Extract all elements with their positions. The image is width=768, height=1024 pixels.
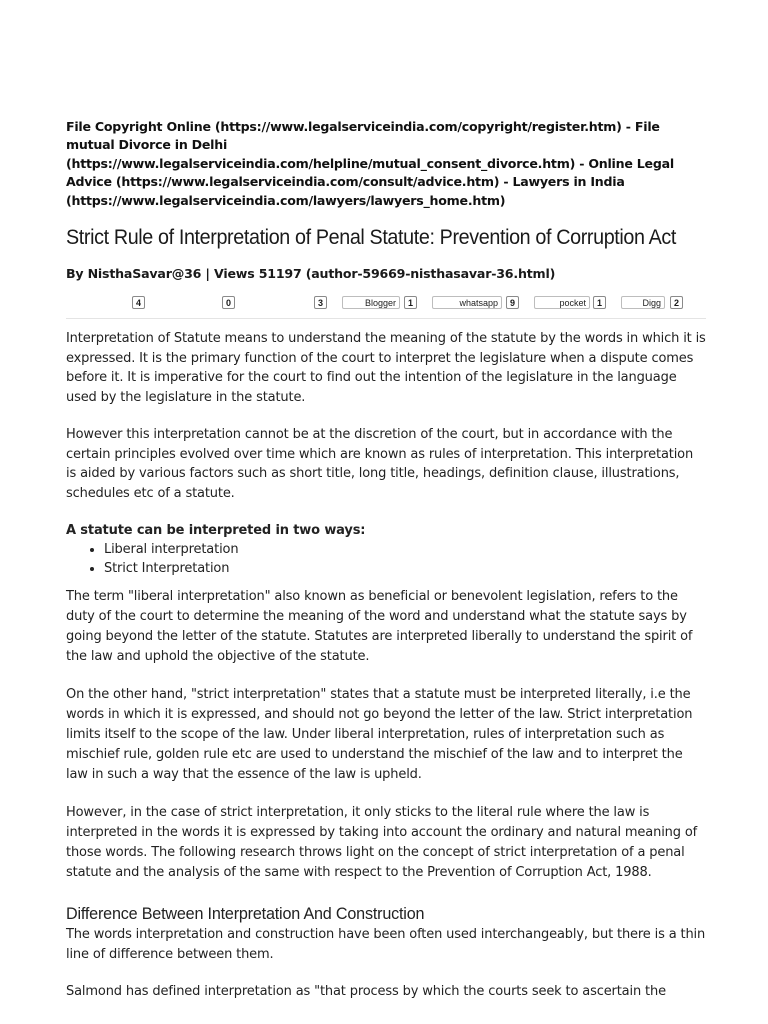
whatsapp-share-button[interactable]: whatsapp xyxy=(432,296,502,309)
share-count-1: 4 xyxy=(132,296,145,309)
list-item: • Strict Interpretation xyxy=(104,559,706,578)
paragraph-1: Interpretation of Statute means to understand the meaning of the statute by the words in which it is expressed. It is the primary function of the court to interpret the legislature when a dispute comes before it. It is imperative for the court to find out the intention of the legislature in the language used by the legislature in the statute. xyxy=(66,331,706,405)
article-body xyxy=(66,329,706,1002)
share-count-2: 0 xyxy=(222,296,235,309)
digg-count: 2 xyxy=(670,296,683,309)
paragraph-7: Salmond has defined interpretation as "that process by which the courts seek to ascertain the xyxy=(66,984,666,1000)
paragraph-4: On the other hand, "strict interpretation" states that a statute must be interpreted literally, i.e the words in which it is expressed, and should not go beyond the letter of the law. Strict interpretation limits itself to the scope of the law. Under liberal interpretation, rules of interpretation such as mischief rule, golden rule etc are used to understand the mischief of the law and to interpret the law in such a way that the essence of the law is upheld. xyxy=(66,687,693,783)
blogger-share-button[interactable]: Blogger xyxy=(342,296,400,309)
pocket-count: 1 xyxy=(593,296,606,309)
byline[interactable]: By NisthaSavar@36 | Views 51197 (author-59669-nisthasavar-36.html) xyxy=(66,266,556,282)
digg-share-button[interactable]: Digg xyxy=(621,296,665,309)
share-bar xyxy=(66,292,706,319)
paragraph-2: However this interpretation cannot be at the discretion of the court, but in accordance with the certain principles evolved over time which are known as rules of interpretation. This interpretation is aided by various factors such as short title, long title, headings, definition clause, illustrations, schedules etc of a statute. xyxy=(66,427,694,501)
share-count-3: 3 xyxy=(314,296,327,309)
blogger-count: 1 xyxy=(404,296,417,309)
header-links[interactable]: File Copyright Online (https://www.legalserviceindia.com/copyright/register.htm) - File mutual Divorce in Delhi (https://www.legalserviceindia.com/helpline/mutual_consent_divorce.htm) - Online Legal Advice (https://www.legalserviceindia.com/consult/advice.htm) - Lawyers in India (https://www.legalserviceindia.com/lawyers/lawyers_home.htm) xyxy=(66,119,674,208)
article xyxy=(66,118,706,1002)
pocket-share-button[interactable]: pocket xyxy=(534,296,590,309)
whatsapp-count: 9 xyxy=(506,296,519,309)
list-item: • Liberal interpretation xyxy=(104,540,706,559)
paragraph-6: The words interpretation and construction have been often used interchangeably, but there is a thin line of difference between them. xyxy=(66,927,706,962)
paragraph-5: However, in the case of strict interpretation, it only sticks to the literal rule where the law is interpreted in the words it is expressed by taking into account the ordinary and natural meaning of those words. The following research throws light on the concept of strict interpretation of a penal statute and the analysis of the same with respect to the Prevention of Corruption Act, 1988. xyxy=(66,805,698,881)
article-title: Strict Rule of Interpretation of Penal Statute: Prevention of Corruption Act xyxy=(66,226,677,250)
ways-list xyxy=(66,540,706,578)
section-heading: Difference Between Interpretation And Construction xyxy=(66,904,425,924)
ways-heading: A statute can be interpreted in two ways: xyxy=(66,523,366,539)
paragraph-3: The term "liberal interpretation" also known as beneficial or benevolent legislation, refers to the duty of the court to determine the meaning of the word and understand what the statute says by going beyond the letter of the statute. Statutes are interpreted liberally to understand the spirit of the law and uphold the objective of the statute. xyxy=(66,589,693,665)
